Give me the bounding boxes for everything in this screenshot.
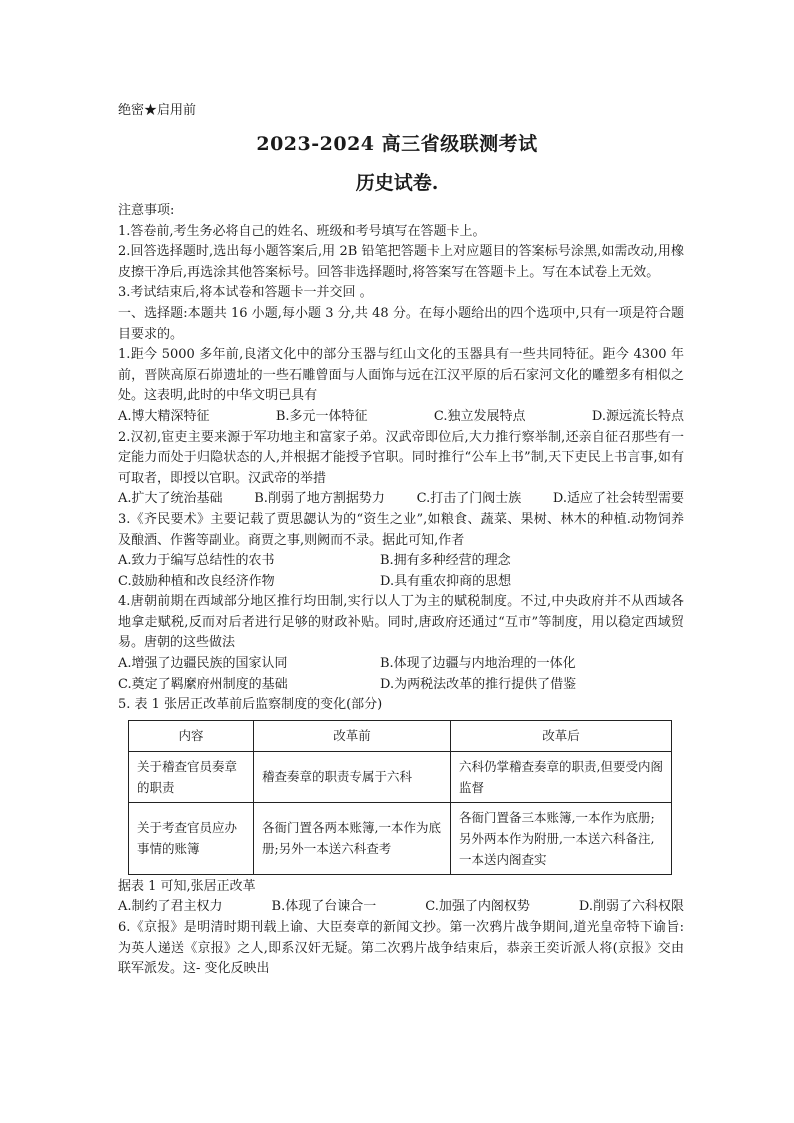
table-cell: 关于稽查官员奏章的职责	[129, 751, 254, 802]
option-b: B.多元一体特征	[275, 408, 368, 424]
option-a: A.增强了边疆民族的国家认同	[118, 656, 288, 672]
table-row	[129, 802, 672, 874]
option-c: C.打击了门阀士族	[416, 491, 522, 507]
question-5-prompt: 据表 1 可知,张居正改革	[118, 878, 256, 894]
question-1-stem: 1.距今 5000 多年前,良渚文化中的部分玉器与红山文化的玉器具有一些共同特征。距今 4300 年前，晋陕高原石峁遗址的一些石雕曾面与人面饰与远在江汉平原的后石家河文化的雕塑多有相似之处。这表明,此时的中华文明已具有	[118, 347, 684, 404]
table-cell: 各衙门置各两本账簿,一本作为底册;另外一本送六科查考	[254, 802, 451, 874]
note-item: 3.考试结束后,将本试卷和答题卡一并交回 。	[118, 285, 373, 301]
option-a: A.致力于编写总结性的农书	[118, 553, 275, 569]
question-3-options	[118, 551, 684, 592]
table-header: 改革前	[254, 720, 451, 751]
option-b: B.拥有多种经营的理念	[380, 553, 511, 569]
section-heading: 一、选择题:本题共 16 小题,每小题 3 分,共 48 分。在每小题给出的四个选项中,只有一项是符合题目要求的。	[118, 305, 684, 342]
table-row	[129, 751, 672, 802]
option-c: C.独立发展特点	[433, 408, 526, 424]
option-d: D.为两税法改革的推行提供了借鉴	[380, 676, 577, 692]
question-2-stem: 2.汉初,宦吏主要来源于军功地主和富家子弟。汉武帝即位后,大力推行察举制,还亲自征召那些有一定能力而处于归隐状态的人,并根据才能授予官职。同时推行“公车上书”制,天下吏民上书言事,如有可取者，即授以官职。汉武帝的举措	[118, 429, 684, 486]
option-a: A.制约了君主权力	[118, 899, 223, 915]
question-4-options	[118, 654, 684, 695]
option-b: B.体现了台谏合一	[271, 899, 377, 915]
table-header: 改革后	[451, 720, 672, 751]
confidential-label: 绝密★启用前	[118, 103, 197, 118]
exam-body	[118, 201, 684, 980]
exam-title: 2023-2024 高三省级联测考试	[256, 133, 538, 155]
option-a: A.博大精深特征	[118, 408, 210, 424]
question-5-options	[118, 897, 684, 918]
question-5-stem: 5. 表 1 张居正改革前后监察制度的变化(部分)	[118, 697, 383, 713]
question-3-stem: 3.《齐民要术》主要记载了贾思勰认为的“资生之业”,如粮食、蔬菜、果树、林木的种植.动物饲养及酿酒、作酱等副业。商贾之事,则阙而不录。据此可知,作者	[118, 511, 684, 548]
table-cell: 稽查奏章的职责专属于六科	[254, 751, 451, 802]
option-d: D.适应了社会转型需要	[552, 491, 684, 507]
table-cell: 六科仍掌稽查奏章的职责,但要受内阁监督	[451, 751, 672, 802]
table-header: 内容	[129, 720, 254, 751]
option-d: D.源远流长特点	[591, 408, 684, 424]
option-c: C.鼓励种植和改良经济作物	[118, 573, 275, 589]
option-c: C.加强了内阁权势	[425, 899, 530, 915]
option-d: D.削弱了六科权限	[578, 899, 684, 915]
option-c: C.奠定了羁縻府州制度的基础	[118, 676, 288, 692]
reform-table	[128, 720, 672, 875]
note-item: 1.答卷前,考生务必将自己的姓名、班级和考号填写在答题卡上。	[118, 223, 486, 239]
table-cell: 关于考查官员应办事情的账簿	[129, 802, 254, 874]
option-b: B.削弱了地方割据势力	[254, 491, 385, 507]
question-6-stem: 6.《京报》是明清时期刊载上谕、大臣奏章的新闻文抄。第一次鸦片战争期间,道光皇帝特下谕旨:为英人递送《京报》之人,即系汉奸无疑。第二次鸦片战争结束后，恭亲王奕䜣派人将(京报》交由联军派发。这- 变化反映出	[118, 920, 684, 977]
question-1-options	[118, 407, 684, 428]
question-4-stem: 4.唐朝前期在西域部分地区推行均田制,实行以人丁为主的赋税制度。不过,中央政府并不从西域各地拿走赋税,反而对后者进行足够的财政补贴。同时,唐政府还通过“互市”等制度，用以稳定西域贸易。唐朝的这些做法	[118, 594, 684, 651]
table-cell: 各衙门置备三本账簿,一本作为底册;另外两本作为附册,一本送六科备注,一本送内阁查实	[451, 802, 672, 874]
option-a: A.扩大了统治基础	[118, 491, 223, 507]
exam-subject: 历史试卷.	[355, 172, 439, 194]
option-d: D.具有重农抑商的思想	[380, 573, 512, 589]
table-header-row	[129, 720, 672, 751]
option-b: B.体现了边疆与内地治理的一体化	[380, 656, 576, 672]
question-2-options	[118, 489, 684, 510]
note-item: 2.回答选择题时,选出每小题答案后,用 2B 铅笔把答题卡上对应题目的答案标号涂黑,如需改动,用橡皮擦干净后,再选涂其他答案标号。回答非选择题时,将答案写在答题卡上。写在本试卷上无效。	[118, 244, 684, 280]
notes-heading: 注意事项:	[118, 203, 175, 218]
